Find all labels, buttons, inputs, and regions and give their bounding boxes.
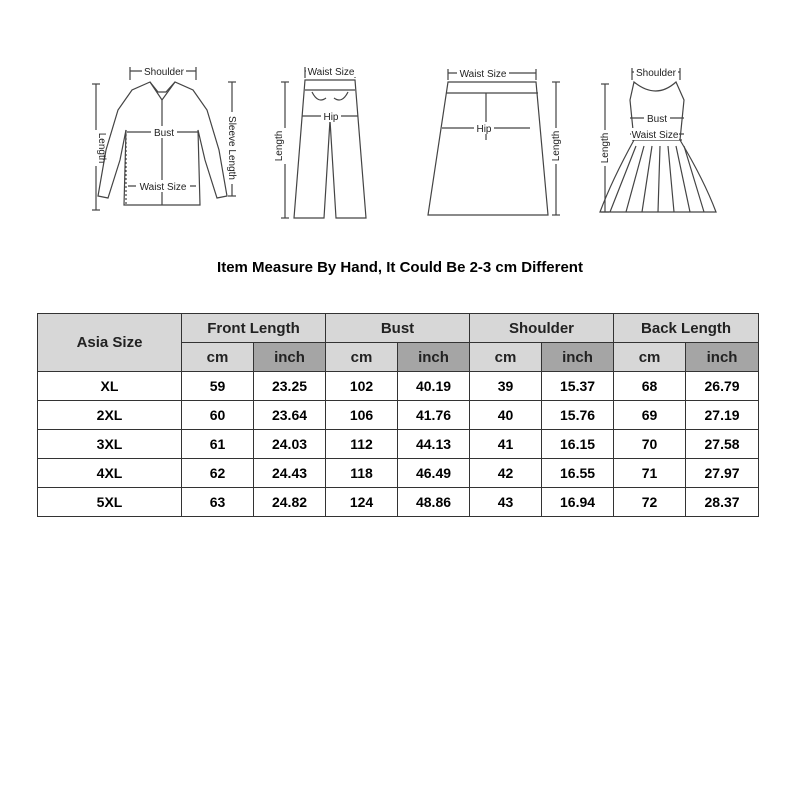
- table-cell: 61: [182, 430, 254, 459]
- table-cell: 44.13: [398, 430, 470, 459]
- table-cell: 118: [326, 459, 398, 488]
- pants-length-label: Length: [274, 130, 285, 162]
- unit-header: cm: [182, 343, 254, 372]
- table-cell: 43: [470, 488, 542, 517]
- table-cell: 62: [182, 459, 254, 488]
- size-cell: XL: [38, 372, 182, 401]
- table-cell: 15.76: [542, 401, 614, 430]
- group-header: Back Length: [614, 314, 759, 343]
- unit-header: cm: [470, 343, 542, 372]
- size-cell: 3XL: [38, 430, 182, 459]
- table-cell: 24.82: [254, 488, 326, 517]
- skirt-waist-label: Waist Size: [459, 69, 507, 80]
- table-cell: 27.19: [686, 401, 759, 430]
- shirt-bust-label: Bust: [153, 128, 175, 139]
- table-cell: 24.03: [254, 430, 326, 459]
- dress-waist-label: Waist Size: [631, 130, 679, 141]
- table-cell: 68: [614, 372, 686, 401]
- unit-header: cm: [326, 343, 398, 372]
- group-header: Front Length: [182, 314, 326, 343]
- table-cell: 71: [614, 459, 686, 488]
- table-cell: 48.86: [398, 488, 470, 517]
- table-cell: 16.94: [542, 488, 614, 517]
- table-cell: 59: [182, 372, 254, 401]
- size-cell: 5XL: [38, 488, 182, 517]
- table-cell: 27.58: [686, 430, 759, 459]
- table-cell: 63: [182, 488, 254, 517]
- measurement-diagrams: [0, 0, 800, 240]
- group-header: Shoulder: [470, 314, 614, 343]
- unit-header: inch: [686, 343, 759, 372]
- table-row: [38, 401, 759, 430]
- shirt-sleeve-length-label: Sleeve Length: [226, 116, 237, 180]
- skirt-hip-label: Hip: [476, 124, 492, 135]
- pants-hip-label: Hip: [323, 112, 339, 123]
- table-cell: 42: [470, 459, 542, 488]
- shirt-waist-label: Waist Size: [139, 182, 187, 193]
- unit-header: inch: [254, 343, 326, 372]
- pants-diagram: [281, 67, 366, 218]
- table-cell: 27.97: [686, 459, 759, 488]
- shirt-length-label: Length: [96, 132, 107, 164]
- table-cell: 106: [326, 401, 398, 430]
- skirt-length-label: Length: [551, 130, 562, 162]
- table-cell: 69: [614, 401, 686, 430]
- table-cell: 40.19: [398, 372, 470, 401]
- size-cell: 2XL: [38, 401, 182, 430]
- skirt-diagram: [428, 69, 560, 215]
- table-cell: 41.76: [398, 401, 470, 430]
- dress-bust-label: Bust: [646, 114, 668, 125]
- table-cell: 16.15: [542, 430, 614, 459]
- table-cell: 124: [326, 488, 398, 517]
- table-row: [38, 430, 759, 459]
- unit-header: inch: [398, 343, 470, 372]
- table-cell: 46.49: [398, 459, 470, 488]
- table-cell: 70: [614, 430, 686, 459]
- table-cell: 23.64: [254, 401, 326, 430]
- table-cell: 60: [182, 401, 254, 430]
- table-row: [38, 488, 759, 517]
- measurement-note: Item Measure By Hand, It Could Be 2-3 cm Different: [217, 259, 583, 276]
- dress-length-label: Length: [600, 132, 611, 164]
- size-cell: 4XL: [38, 459, 182, 488]
- table-row: [38, 372, 759, 401]
- table-cell: 15.37: [542, 372, 614, 401]
- table-cell: 102: [326, 372, 398, 401]
- table-cell: 26.79: [686, 372, 759, 401]
- unit-header: inch: [542, 343, 614, 372]
- table-cell: 28.37: [686, 488, 759, 517]
- diagram-canvas: [0, 0, 800, 240]
- shirt-shoulder-label: Shoulder: [143, 67, 185, 78]
- table-cell: 16.55: [542, 459, 614, 488]
- table-cell: 41: [470, 430, 542, 459]
- asia-size-header: Asia Size: [38, 314, 182, 372]
- table-cell: 112: [326, 430, 398, 459]
- dress-shoulder-label: Shoulder: [635, 68, 677, 79]
- table-cell: 24.43: [254, 459, 326, 488]
- unit-header: cm: [614, 343, 686, 372]
- group-header: Bust: [326, 314, 470, 343]
- table-cell: 39: [470, 372, 542, 401]
- pants-waist-label: Waist Size: [307, 67, 355, 78]
- table-cell: 72: [614, 488, 686, 517]
- size-chart-table: [37, 313, 759, 517]
- table-cell: 23.25: [254, 372, 326, 401]
- table-row: [38, 459, 759, 488]
- table-cell: 40: [470, 401, 542, 430]
